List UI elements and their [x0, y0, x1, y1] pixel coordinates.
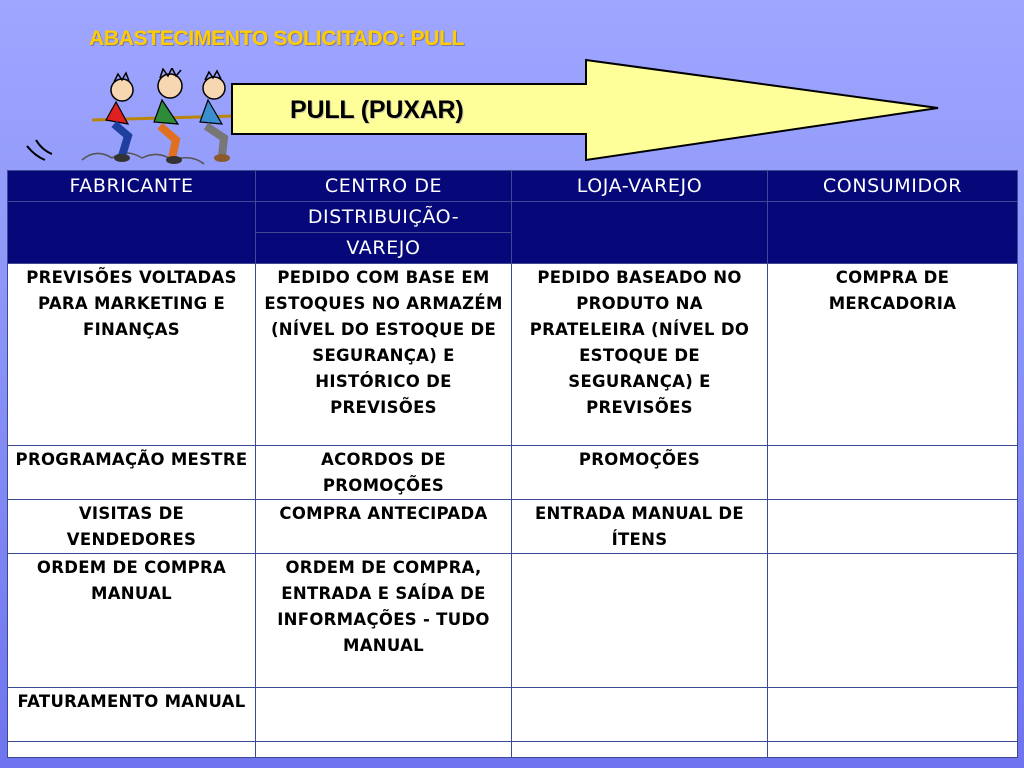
tug-of-war-illustration: [22, 68, 252, 176]
table-cell: PREVISÕES VOLTADAS PARA MARKETING E FINANÇAS: [8, 264, 256, 446]
table-row: [8, 554, 1018, 688]
supply-table: [7, 170, 1017, 758]
table-row: [8, 446, 1018, 500]
header-consumidor: CONSUMIDOR: [768, 171, 1018, 202]
table-row: [8, 742, 1018, 758]
table-cell: [512, 688, 768, 742]
header-distribuicao: DISTRIBUIÇÃO-: [256, 202, 512, 233]
table-cell: [256, 688, 512, 742]
slide-title: ABASTECIMENTO SOLICITADO: PULL: [89, 27, 465, 50]
table-cell: COMPRA ANTECIPADA: [256, 500, 512, 554]
table-cell: [512, 742, 768, 758]
table-row: [8, 500, 1018, 554]
table-cell: [256, 742, 512, 758]
table-row: [8, 688, 1018, 742]
table-cell: PEDIDO COM BASE EM ESTOQUES NO ARMAZÉM (NÍVEL DO ESTOQUE DE SEGURANÇA) E HISTÓRICO DE PREVISÕES: [256, 264, 512, 446]
table-cell: [512, 554, 768, 688]
header-fabricante: FABRICANTE: [8, 171, 256, 202]
table-cell: [768, 688, 1018, 742]
table-cell: [768, 446, 1018, 500]
table-cell: PROMOÇÕES: [512, 446, 768, 500]
header-blank-4: [768, 202, 1018, 264]
table-cell: COMPRA DE MERCADORIA: [768, 264, 1018, 446]
table-cell: VISITAS DE VENDEDORES: [8, 500, 256, 554]
table-cell: ENTRADA MANUAL DE ÍTENS: [512, 500, 768, 554]
table-cell: ORDEM DE COMPRA, ENTRADA E SAÍDA DE INFORMAÇÕES - TUDO MANUAL: [256, 554, 512, 688]
table-cell: [8, 742, 256, 758]
header-centro-de: CENTRO DE: [256, 171, 512, 202]
table-cell: [768, 554, 1018, 688]
header-varejo: VAREJO: [256, 233, 512, 264]
table-cell: PROGRAMAÇÃO MESTRE: [8, 446, 256, 500]
pull-arrow: [230, 58, 942, 164]
table-cell: [768, 500, 1018, 554]
table-cell: FATURAMENTO MANUAL: [8, 688, 256, 742]
arrow-label: PULL (PUXAR): [290, 96, 464, 124]
table-row: [8, 264, 1018, 446]
header-blank-3: [512, 202, 768, 264]
table-cell: PEDIDO BASEADO NO PRODUTO NA PRATELEIRA (NÍVEL DO ESTOQUE DE SEGURANÇA) E PREVISÕES: [512, 264, 768, 446]
header-loja-varejo: LOJA-VAREJO: [512, 171, 768, 202]
table-cell: ORDEM DE COMPRA MANUAL: [8, 554, 256, 688]
header-blank-1: [8, 202, 256, 264]
table-cell: ACORDOS DE PROMOÇÕES: [256, 446, 512, 500]
table-cell: [768, 742, 1018, 758]
